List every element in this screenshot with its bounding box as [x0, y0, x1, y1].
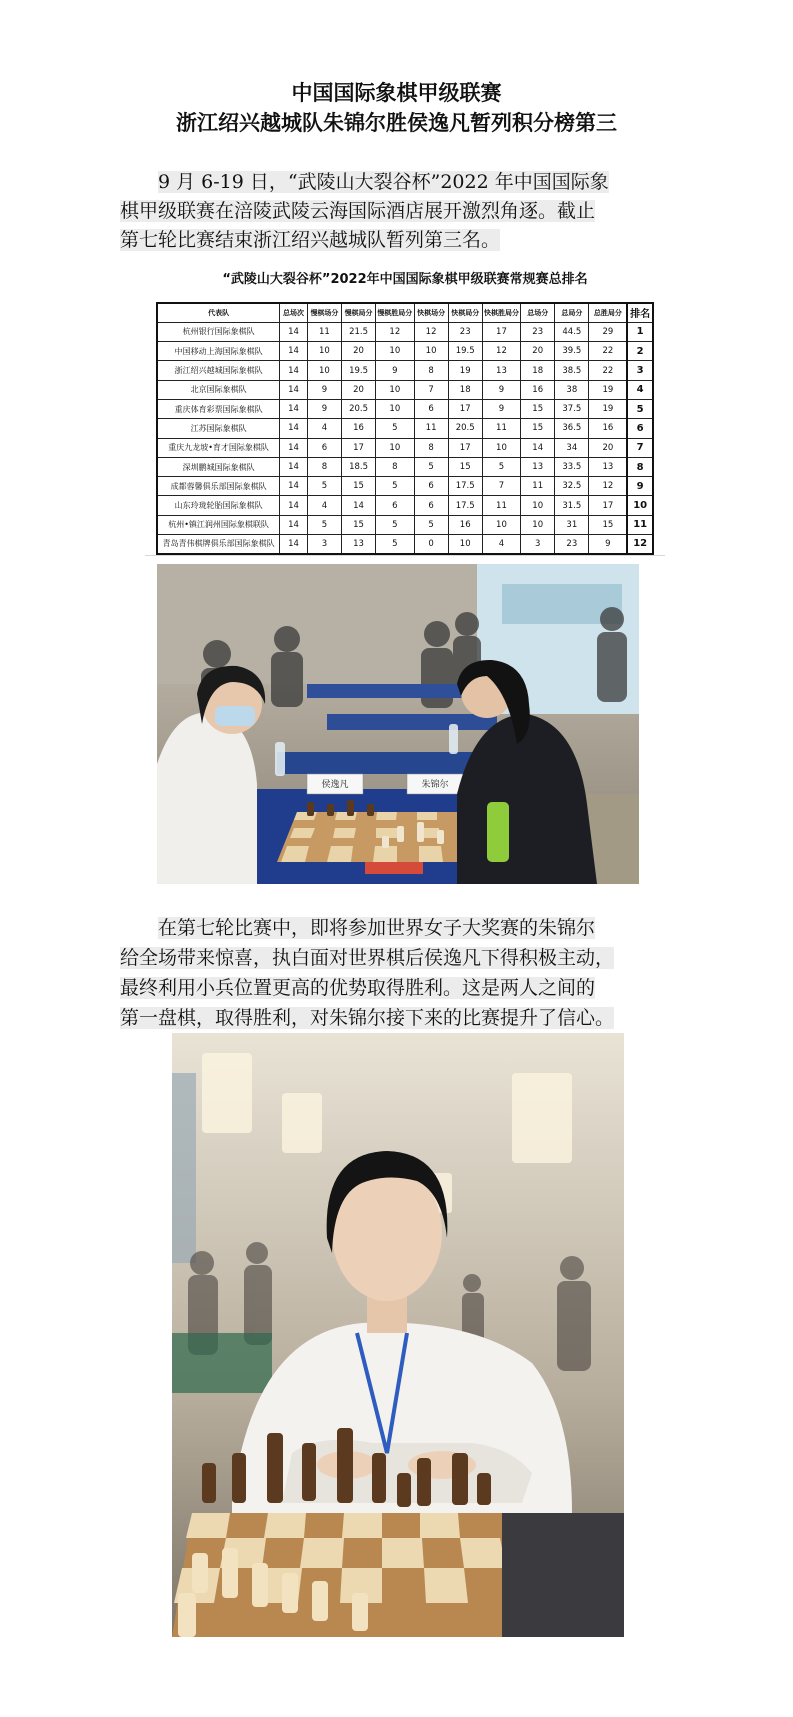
- standings-header-cell: 代表队: [157, 303, 280, 322]
- score-cell: 19.5: [342, 361, 376, 380]
- score-cell: 5: [414, 457, 448, 476]
- score-cell: 10: [521, 496, 555, 515]
- score-cell: 5: [376, 515, 414, 534]
- score-cell: 14: [280, 496, 308, 515]
- score-cell: 11: [307, 322, 341, 341]
- score-cell: 14: [280, 515, 308, 534]
- score-cell: 19: [589, 399, 627, 418]
- table-row: [157, 342, 653, 361]
- team-name-cell: 深圳鹏城国际象棋队: [157, 457, 280, 476]
- score-cell: 10: [376, 342, 414, 361]
- score-cell: 32.5: [555, 477, 589, 496]
- score-cell: 23: [521, 322, 555, 341]
- rank-cell: 9: [627, 477, 653, 496]
- score-cell: 7: [482, 477, 520, 496]
- score-cell: 11: [482, 496, 520, 515]
- table-row: [157, 515, 653, 534]
- score-cell: 20: [589, 438, 627, 457]
- score-cell: 19.5: [448, 342, 482, 361]
- score-cell: 22: [589, 342, 627, 361]
- standings-header-cell: 慢棋胜局分: [376, 303, 414, 322]
- score-cell: 17.5: [448, 496, 482, 515]
- match-photo: [157, 564, 639, 884]
- score-cell: 3: [521, 535, 555, 554]
- standings-header-cell: 排名: [627, 303, 653, 322]
- para2-line-4: 第一盘棋，取得胜利，对朱锦尔接下来的比赛提升了信心。: [120, 1007, 615, 1029]
- score-cell: 9: [307, 380, 341, 399]
- score-cell: 39.5: [555, 342, 589, 361]
- score-cell: 15: [521, 399, 555, 418]
- team-name-cell: 中国移动上海国际象棋队: [157, 342, 280, 361]
- team-name-cell: 重庆九龙坡•育才国际象棋队: [157, 438, 280, 457]
- match-photo-image: [157, 564, 639, 884]
- team-name-cell: 江苏国际象棋队: [157, 419, 280, 438]
- team-name-cell: 青岛青伟棋牌俱乐部国际象棋队: [157, 535, 280, 554]
- score-cell: 20: [521, 342, 555, 361]
- match-paragraph: [120, 913, 676, 1033]
- portrait-photo-image: [172, 1033, 624, 1637]
- rank-cell: 11: [627, 515, 653, 534]
- score-cell: 3: [307, 535, 341, 554]
- para1-line-1: 9 月 6-19 日，“武陵山大裂谷杯”2022 年中国国际象: [158, 171, 609, 193]
- score-cell: 6: [414, 477, 448, 496]
- score-cell: 6: [376, 496, 414, 515]
- score-cell: 34: [555, 438, 589, 457]
- score-cell: 14: [521, 438, 555, 457]
- figure-divider: [145, 555, 665, 556]
- title-line-2: 浙江绍兴越城队朱锦尔胜侯逸凡暂列积分榜第三: [176, 110, 617, 135]
- score-cell: 14: [280, 399, 308, 418]
- score-cell: 15: [448, 457, 482, 476]
- score-cell: 11: [521, 477, 555, 496]
- score-cell: 15: [342, 515, 376, 534]
- score-cell: 7: [414, 380, 448, 399]
- score-cell: 18: [521, 361, 555, 380]
- score-cell: 17: [448, 438, 482, 457]
- score-cell: 5: [376, 419, 414, 438]
- score-cell: 13: [482, 361, 520, 380]
- para2-line-1: 在第七轮比赛中，即将参加世界女子大奖赛的朱锦尔: [158, 917, 596, 939]
- score-cell: 20.5: [448, 419, 482, 438]
- score-cell: 36.5: [555, 419, 589, 438]
- table-row: [157, 419, 653, 438]
- score-cell: 4: [307, 419, 341, 438]
- score-cell: 12: [482, 342, 520, 361]
- score-cell: 9: [589, 535, 627, 554]
- table-row: [157, 535, 653, 554]
- standings-header-cell: 总场分: [521, 303, 555, 322]
- score-cell: 16: [342, 419, 376, 438]
- score-cell: 9: [376, 361, 414, 380]
- table-row: [157, 496, 653, 515]
- score-cell: 12: [414, 322, 448, 341]
- rank-cell: 8: [627, 457, 653, 476]
- standings-header-row: [157, 303, 653, 322]
- standings-header-cell: 慢棋场分: [307, 303, 341, 322]
- para1-line-3: 第七轮比赛结束浙江绍兴越城队暂列第三名。: [120, 229, 501, 251]
- score-cell: 14: [280, 419, 308, 438]
- rank-cell: 2: [627, 342, 653, 361]
- score-cell: 14: [342, 496, 376, 515]
- score-cell: 14: [280, 380, 308, 399]
- score-cell: 38.5: [555, 361, 589, 380]
- score-cell: 20: [342, 380, 376, 399]
- score-cell: 17: [482, 322, 520, 341]
- standings-header-cell: 慢棋局分: [342, 303, 376, 322]
- score-cell: 14: [280, 342, 308, 361]
- table-row: [157, 380, 653, 399]
- team-name-cell: 山东玲珑轮胎国际象棋队: [157, 496, 280, 515]
- para2-line-2: 给全场带来惊喜，执白面对世界棋后侯逸凡下得积极主动，: [120, 947, 615, 969]
- score-cell: 17: [589, 496, 627, 515]
- standings-header-cell: 总局分: [555, 303, 589, 322]
- portrait-photo: [172, 1033, 624, 1637]
- score-cell: 14: [280, 477, 308, 496]
- score-cell: 13: [521, 457, 555, 476]
- rank-cell: 7: [627, 438, 653, 457]
- score-cell: 31.5: [555, 496, 589, 515]
- score-cell: 4: [307, 496, 341, 515]
- score-cell: 5: [307, 515, 341, 534]
- score-cell: 15: [342, 477, 376, 496]
- standings-table: [156, 302, 654, 555]
- score-cell: 9: [307, 399, 341, 418]
- score-cell: 12: [376, 322, 414, 341]
- score-cell: 10: [482, 515, 520, 534]
- score-cell: 15: [589, 515, 627, 534]
- score-cell: 14: [280, 438, 308, 457]
- standings-header-cell: 总场次: [280, 303, 308, 322]
- rank-cell: 5: [627, 399, 653, 418]
- score-cell: 44.5: [555, 322, 589, 341]
- standings-header-cell: 总胜局分: [589, 303, 627, 322]
- team-name-cell: 重庆体育彩票国际象棋队: [157, 399, 280, 418]
- score-cell: 33.5: [555, 457, 589, 476]
- score-cell: 22: [589, 361, 627, 380]
- score-cell: 14: [280, 457, 308, 476]
- title-line-1: 中国国际象棋甲级联赛: [291, 80, 502, 105]
- table-row: [157, 477, 653, 496]
- score-cell: 8: [307, 457, 341, 476]
- rank-cell: 3: [627, 361, 653, 380]
- standings-header-cell: 快棋局分: [448, 303, 482, 322]
- score-cell: 20: [342, 342, 376, 361]
- score-cell: 14: [280, 535, 308, 554]
- para1-line-2: 棋甲级联赛在涪陵武陵云海国际酒店展开激烈角逐。截止: [120, 200, 596, 222]
- table-row: [157, 438, 653, 457]
- score-cell: 23: [555, 535, 589, 554]
- score-cell: 13: [589, 457, 627, 476]
- score-cell: 16: [521, 380, 555, 399]
- score-cell: 4: [482, 535, 520, 554]
- score-cell: 13: [342, 535, 376, 554]
- score-cell: 17.5: [448, 477, 482, 496]
- score-cell: 0: [414, 535, 448, 554]
- table-row: [157, 361, 653, 380]
- rank-cell: 10: [627, 496, 653, 515]
- score-cell: 10: [414, 342, 448, 361]
- score-cell: 31: [555, 515, 589, 534]
- score-cell: 19: [589, 380, 627, 399]
- score-cell: 15: [521, 419, 555, 438]
- score-cell: 37.5: [555, 399, 589, 418]
- score-cell: 16: [589, 419, 627, 438]
- score-cell: 38: [555, 380, 589, 399]
- score-cell: 20.5: [342, 399, 376, 418]
- table-row: [157, 399, 653, 418]
- team-name-cell: 成都蓉馨俱乐部国际象棋队: [157, 477, 280, 496]
- score-cell: 12: [589, 477, 627, 496]
- score-cell: 23: [448, 322, 482, 341]
- score-cell: 14: [280, 322, 308, 341]
- team-name-cell: 杭州银行国际象棋队: [157, 322, 280, 341]
- score-cell: 18.5: [342, 457, 376, 476]
- name-card-left: 侯逸凡: [321, 780, 349, 790]
- standings-title: “武陵山大裂谷杯”2022年中国国际象棋甲级联赛常规赛总排名: [222, 272, 588, 287]
- score-cell: 10: [448, 535, 482, 554]
- score-cell: 6: [307, 438, 341, 457]
- score-cell: 10: [521, 515, 555, 534]
- standings-body: [157, 322, 653, 554]
- score-cell: 8: [414, 438, 448, 457]
- score-cell: 11: [482, 419, 520, 438]
- standings-header-cell: 快棋场分: [414, 303, 448, 322]
- score-cell: 10: [482, 438, 520, 457]
- score-cell: 14: [280, 361, 308, 380]
- score-cell: 5: [376, 535, 414, 554]
- score-cell: 10: [376, 380, 414, 399]
- table-row: [157, 322, 653, 341]
- team-name-cell: 浙江绍兴越城国际象棋队: [157, 361, 280, 380]
- score-cell: 18: [448, 380, 482, 399]
- standings-figure: [145, 270, 665, 560]
- standings-header-cell: 快棋胜局分: [482, 303, 520, 322]
- score-cell: 6: [414, 496, 448, 515]
- table-row: [157, 457, 653, 476]
- score-cell: 10: [376, 438, 414, 457]
- score-cell: 19: [448, 361, 482, 380]
- score-cell: 5: [414, 515, 448, 534]
- score-cell: 9: [482, 399, 520, 418]
- name-card-right: 朱锦尔: [421, 780, 449, 790]
- score-cell: 6: [414, 399, 448, 418]
- score-cell: 16: [448, 515, 482, 534]
- score-cell: 10: [307, 361, 341, 380]
- score-cell: 29: [589, 322, 627, 341]
- score-cell: 11: [414, 419, 448, 438]
- score-cell: 8: [414, 361, 448, 380]
- rank-cell: 4: [627, 380, 653, 399]
- score-cell: 17: [448, 399, 482, 418]
- score-cell: 10: [307, 342, 341, 361]
- score-cell: 5: [376, 477, 414, 496]
- score-cell: 10: [376, 399, 414, 418]
- score-cell: 21.5: [342, 322, 376, 341]
- score-cell: 5: [482, 457, 520, 476]
- intro-paragraph: [120, 168, 676, 255]
- score-cell: 5: [307, 477, 341, 496]
- rank-cell: 1: [627, 322, 653, 341]
- score-cell: 9: [482, 380, 520, 399]
- score-cell: 8: [376, 457, 414, 476]
- para2-line-3: 最终利用小兵位置更高的优势取得胜利。这是两人之间的: [120, 977, 596, 999]
- rank-cell: 6: [627, 419, 653, 438]
- team-name-cell: 杭州•镇江润州国际象棋联队: [157, 515, 280, 534]
- rank-cell: 12: [627, 535, 653, 554]
- score-cell: 17: [342, 438, 376, 457]
- team-name-cell: 北京国际象棋队: [157, 380, 280, 399]
